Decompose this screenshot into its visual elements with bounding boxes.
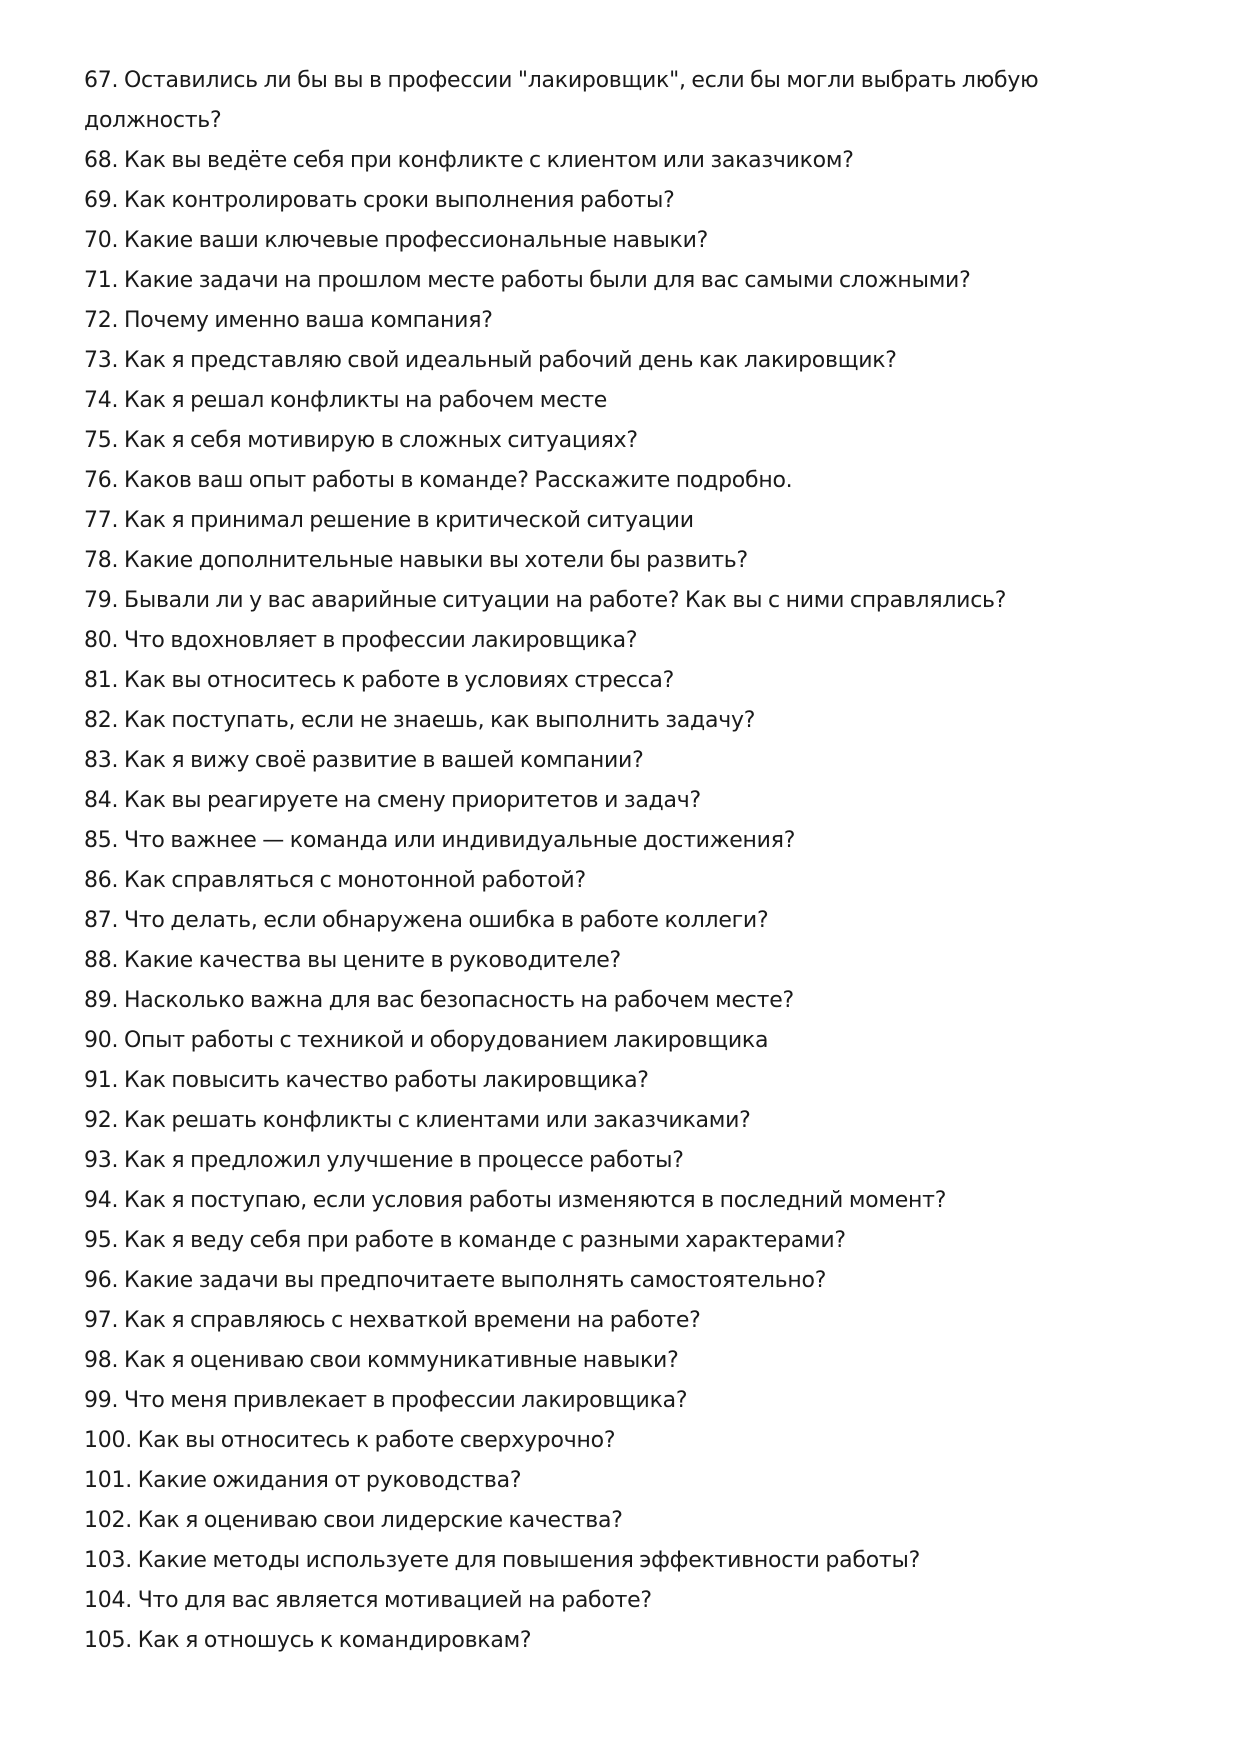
question-item: 92. Как решать конфликты с клиентами или заказчиками?: [84, 1108, 751, 1133]
question-item: 78. Какие дополнительные навыки вы хотели бы развить?: [84, 548, 748, 573]
question-item: 74. Как я решал конфликты на рабочем месте: [84, 388, 608, 413]
question-item: 68. Как вы ведёте себя при конфликте с клиентом или заказчиком?: [84, 148, 854, 173]
question-item: 84. Как вы реагируете на смену приоритетов и задач?: [84, 788, 701, 813]
question-item: 89. Насколько важна для вас безопасность на рабочем месте?: [84, 988, 794, 1013]
question-item: 86. Как справляться с монотонной работой?: [84, 868, 586, 893]
question-item: 90. Опыт работы с техникой и оборудованием лакировщика: [84, 1028, 769, 1053]
question-item: 94. Как я поступаю, если условия работы изменяются в последний момент?: [84, 1188, 947, 1213]
question-item: 100. Как вы относитесь к работе сверхурочно?: [84, 1428, 616, 1453]
question-item: 93. Как я предложил улучшение в процессе работы?: [84, 1148, 684, 1173]
question-item: 79. Бывали ли у вас аварийные ситуации на работе? Как вы с ними справлялись?: [84, 588, 1007, 613]
question-item: 75. Как я себя мотивирую в сложных ситуациях?: [84, 428, 638, 453]
question-item: 87. Что делать, если обнаружена ошибка в работе коллеги?: [84, 908, 769, 933]
question-item: 104. Что для вас является мотивацией на работе?: [84, 1588, 652, 1613]
question-item: 101. Какие ожидания от руководства?: [84, 1468, 522, 1493]
question-item: 76. Каков ваш опыт работы в команде? Расскажите подробно.: [84, 468, 793, 493]
question-item: 71. Какие задачи на прошлом месте работы были для вас самыми сложными?: [84, 268, 971, 293]
question-item: 82. Как поступать, если не знаешь, как выполнить задачу?: [84, 708, 756, 733]
question-item: 77. Как я принимал решение в критической ситуации: [84, 508, 694, 533]
question-item: 72. Почему именно ваша компания?: [84, 308, 493, 333]
question-item: 99. Что меня привлекает в профессии лакировщика?: [84, 1388, 688, 1413]
question-item: 103. Какие методы используете для повышения эффективности работы?: [84, 1548, 921, 1573]
question-item: 91. Как повысить качество работы лакировщика?: [84, 1068, 649, 1093]
question-item: 97. Как я справляюсь с нехваткой времени на работе?: [84, 1308, 701, 1333]
question-item: 81. Как вы относитесь к работе в условиях стресса?: [84, 668, 675, 693]
question-item: 67. Оставились ли бы вы в профессии "лакировщик", если бы могли выбрать любую должность?: [84, 68, 1039, 133]
question-item: 83. Как я вижу своё развитие в вашей компании?: [84, 748, 644, 773]
question-item: 96. Какие задачи вы предпочитаете выполнять самостоятельно?: [84, 1268, 827, 1293]
question-item: 88. Какие качества вы цените в руководителе?: [84, 948, 621, 973]
question-item: 85. Что важнее — команда или индивидуальные достижения?: [84, 828, 796, 853]
question-item: 95. Как я веду себя при работе в команде с разными характерами?: [84, 1228, 846, 1253]
question-item: 98. Как я оцениваю свои коммуникативные навыки?: [84, 1348, 679, 1373]
question-item: 102. Как я оцениваю свои лидерские качества?: [84, 1508, 623, 1533]
question-item: 105. Как я отношусь к командировкам?: [84, 1628, 532, 1653]
question-list: [84, 61, 1119, 1661]
question-item: 70. Какие ваши ключевые профессиональные навыки?: [84, 228, 709, 253]
question-item: 80. Что вдохновляет в профессии лакировщика?: [84, 628, 638, 653]
question-item: 73. Как я представляю свой идеальный рабочий день как лакировщик?: [84, 348, 897, 373]
question-item: 69. Как контролировать сроки выполнения работы?: [84, 188, 675, 213]
